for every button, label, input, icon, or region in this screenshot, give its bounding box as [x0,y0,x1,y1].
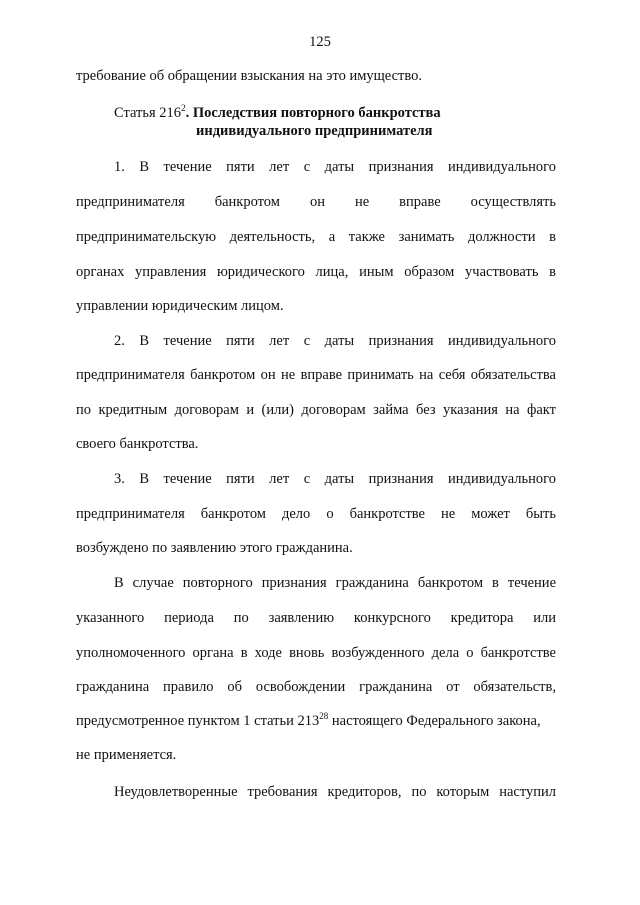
text-line: 3. В течение пяти лет с даты признания индивидуального [114,471,556,487]
text-line: гражданина правило об освобождении гражданина от обязательств, [76,679,556,695]
text-line: уполномоченного органа в ходе вновь возбужденного дела о банкротстве [76,645,556,661]
text-line: В случае повторного признания гражданина банкротом в течение [114,575,556,591]
text-line: не применяется. [76,747,177,763]
text-line: 1. В течение пяти лет с даты признания индивидуального [114,159,556,175]
text-line: предпринимателя банкротом он не вправе принимать на себя обязательства [76,367,556,383]
text-line: указанного периода по заявлению конкурсного кредитора или [76,610,556,626]
article-superscript: 2 [181,103,186,114]
text-line: предпринимательскую деятельность, а также занимать должности в [76,229,556,245]
text-line: требование об обращении взыскания на это имущество. [76,68,423,84]
article-heading-line-2: индивидуального предпринимателя [196,123,433,139]
text-span: настоящего Федерального закона, [328,713,541,729]
text-line: по кредитным договорам и (или) договорам займа без указания на факт [76,402,556,418]
text-line: возбуждено по заявлению этого гражданина. [76,540,353,556]
text-line: предпринимателя банкротом дело о банкротстве не может быть [76,506,556,522]
text-line: своего банкротства. [76,436,199,452]
article-title: . Последствия повторного банкротства [185,105,441,121]
article-number: Статья 216 [114,105,182,121]
article-heading-line-1 [114,104,441,122]
text-line: Неудовлетворенные требования кредиторов, по которым наступил [114,784,556,800]
text-line: предпринимателя банкротом он не вправе осуществлять [76,194,556,210]
text-line: 2. В течение пяти лет с даты признания индивидуального [114,333,556,349]
text-line [76,712,541,730]
text-line: органах управления юридического лица, иным образом участвовать в [76,264,556,280]
article-reference-superscript: 28 [319,711,329,722]
text-line: управлении юридическим лицом. [76,298,284,314]
page-number: 125 [309,34,331,50]
text-span: предусмотренное пунктом 1 статьи 213 [76,713,320,729]
